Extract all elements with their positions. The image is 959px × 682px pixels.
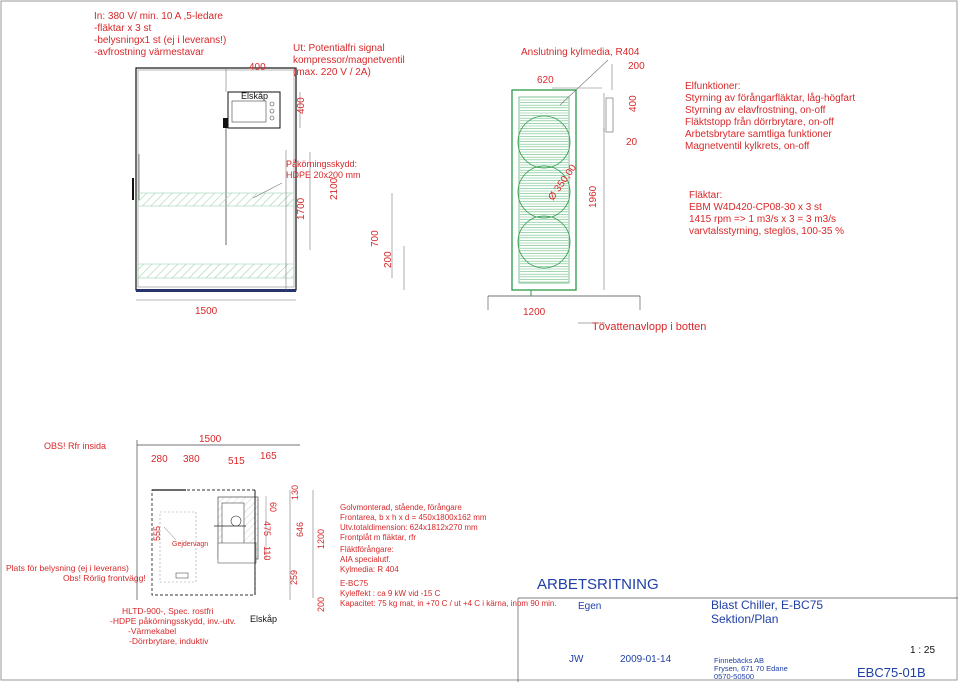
elskap-label: Elskåp [241, 91, 269, 101]
fans-line-1: EBM W4D420-CP08-30 x 3 st [689, 202, 822, 213]
spec-6: AIA specialutf. [340, 555, 391, 564]
fans-line-2: 1415 rpm => 1 m3/s x 3 = 3 m3/s [689, 214, 837, 225]
spec-7: Kylmedia: R 404 [340, 565, 399, 574]
bottom-note-1: HLTD-900-, Spec. rostfri [122, 606, 214, 616]
title-own: Egen [578, 601, 602, 612]
el-function-1: Styrning av förångarfläktar, låg-högfart [685, 93, 856, 104]
impact-guard-lower [138, 264, 294, 278]
annotations [6, 11, 935, 681]
power-note-3: -belysningx1 st (ej i leverans!) [94, 35, 227, 46]
fans-heading: Fläktar: [689, 190, 723, 201]
dim-620: 620 [537, 75, 554, 86]
dim-515: 515 [228, 456, 245, 467]
dim-700: 700 [370, 230, 381, 247]
floor-base [136, 289, 296, 292]
impact-guard-label-1: Påkörningsskydd: [286, 159, 358, 169]
impact-guard-label-2: HDPE 20x200 mm [286, 170, 361, 180]
dim-2100: 2100 [329, 177, 340, 200]
power-note-4: -avfrostning värmestavar [94, 47, 205, 58]
dim-200-side: 200 [628, 61, 645, 72]
power-note-2: -fläktar x 3 st [94, 23, 152, 34]
dim-1500-plan: 1500 [199, 434, 222, 445]
spec-3: Utv.totaldimension: 624x1812x270 mm [340, 523, 478, 532]
dim-400-side: 400 [296, 97, 307, 114]
spec-1: Golvmonterad, stående, förångare [340, 503, 462, 512]
elskap-label-plan: Elskåp [250, 614, 278, 624]
signal-note-2: kompressor/magnetventil [293, 55, 405, 66]
dim-259: 259 [289, 569, 299, 585]
dim-1700: 1700 [296, 197, 307, 220]
company-line-1: Finnebäcks AB [714, 656, 765, 665]
drain-label: Tövattenavlopp i botten [592, 321, 707, 333]
impact-guard-upper [138, 193, 294, 206]
dim-555: 555 [152, 525, 162, 541]
spec-8: E-BC75 [340, 579, 369, 588]
bottom-note-2: -HDPE påkörningsskydd, inv.-utv. [110, 616, 236, 626]
connection-label: Anslutning kylmedia, R404 [521, 47, 640, 58]
power-note-1: In: 380 V/ min. 10 A ,5-ledare [94, 11, 223, 22]
company-line-3: 0570-50500 [714, 672, 755, 681]
spec-9: Kyleffekt : ca 9 kW vid -15 C [340, 589, 441, 598]
guide-cart-label: Gejdervagn [172, 541, 209, 548]
spec-10: Kapacitet: 75 kg mat, in +70 C / ut +4 C i kärna, inom 90 min. [340, 599, 557, 608]
dim-400-top: 400 [249, 62, 266, 73]
fans-line-3: varvtalsstyrning, steglös, 100-35 % [689, 226, 845, 237]
spec-5: Fläktförångare: [340, 545, 394, 554]
title-date: 2009-01-14 [620, 654, 672, 665]
title-name-1: Blast Chiller, E-BC75 [711, 598, 824, 612]
el-function-2: Styrning av elavfrostning, on-off [685, 105, 826, 116]
el-function-5: Magnetventil kylkrets, on-off [685, 141, 810, 152]
el-functions-heading: Elfunktioner: [685, 81, 741, 92]
signal-note-1: Ut: Potentialfri signal [293, 43, 385, 54]
title-name-2: Sektion/Plan [711, 612, 779, 626]
front-elevation [132, 68, 404, 300]
dim-1960: 1960 [588, 185, 599, 208]
spec-2: Frontarea, b x h x d = 450x1800x162 mm [340, 513, 487, 522]
dim-1500-elev: 1500 [195, 306, 218, 317]
dim-60: 60 [268, 502, 278, 513]
title-heading: ARBETSRITNING [537, 576, 659, 593]
signal-note-3: (max. 220 V / 2A) [293, 67, 371, 78]
el-function-3: Fläktstopp från dörrbrytare, on-off [685, 117, 834, 128]
dim-200-plan: 200 [316, 596, 326, 612]
dim-400-pipe: 400 [628, 95, 639, 112]
obs-rfr-note: OBS! Rfr insida [44, 441, 107, 451]
lighting-note-1: Plats för belysning (ej i leverans) [6, 563, 129, 573]
fan-diameter: Ø 350,00 [546, 162, 580, 203]
title-scale: 1 : 25 [910, 645, 936, 656]
evaporator-unit [512, 90, 576, 290]
dim-475: 475 [262, 521, 272, 537]
cooler-side-view [488, 60, 640, 323]
dim-20: 20 [626, 137, 638, 148]
dim-110: 110 [262, 546, 272, 561]
el-function-4: Arbetsbrytare samtliga funktioner [685, 129, 832, 140]
pipe-connection [606, 98, 613, 132]
dim-646: 646 [295, 521, 305, 537]
bottom-note-3: -Värmekabel [128, 626, 177, 636]
dim-130: 130 [290, 484, 300, 500]
spec-4: Frontplåt m fläktar, rfr [340, 533, 417, 542]
company-line-2: Frysen, 671 70 Edane [714, 664, 788, 673]
dim-280: 280 [151, 454, 168, 465]
title-drawn-by: JW [569, 654, 584, 665]
dim-165: 165 [260, 451, 277, 462]
bottom-note-4: -Dörrbrytare, induktiv [129, 636, 209, 646]
drawing-number: EBC75-01B [857, 665, 926, 680]
dim-1200-plan: 1200 [316, 528, 326, 549]
dim-200-elev: 200 [383, 251, 394, 268]
dim-1200-side: 1200 [523, 307, 546, 318]
lighting-note-2: Obs! Rörlig frontvägg! [63, 573, 146, 583]
dim-380: 380 [183, 454, 200, 465]
